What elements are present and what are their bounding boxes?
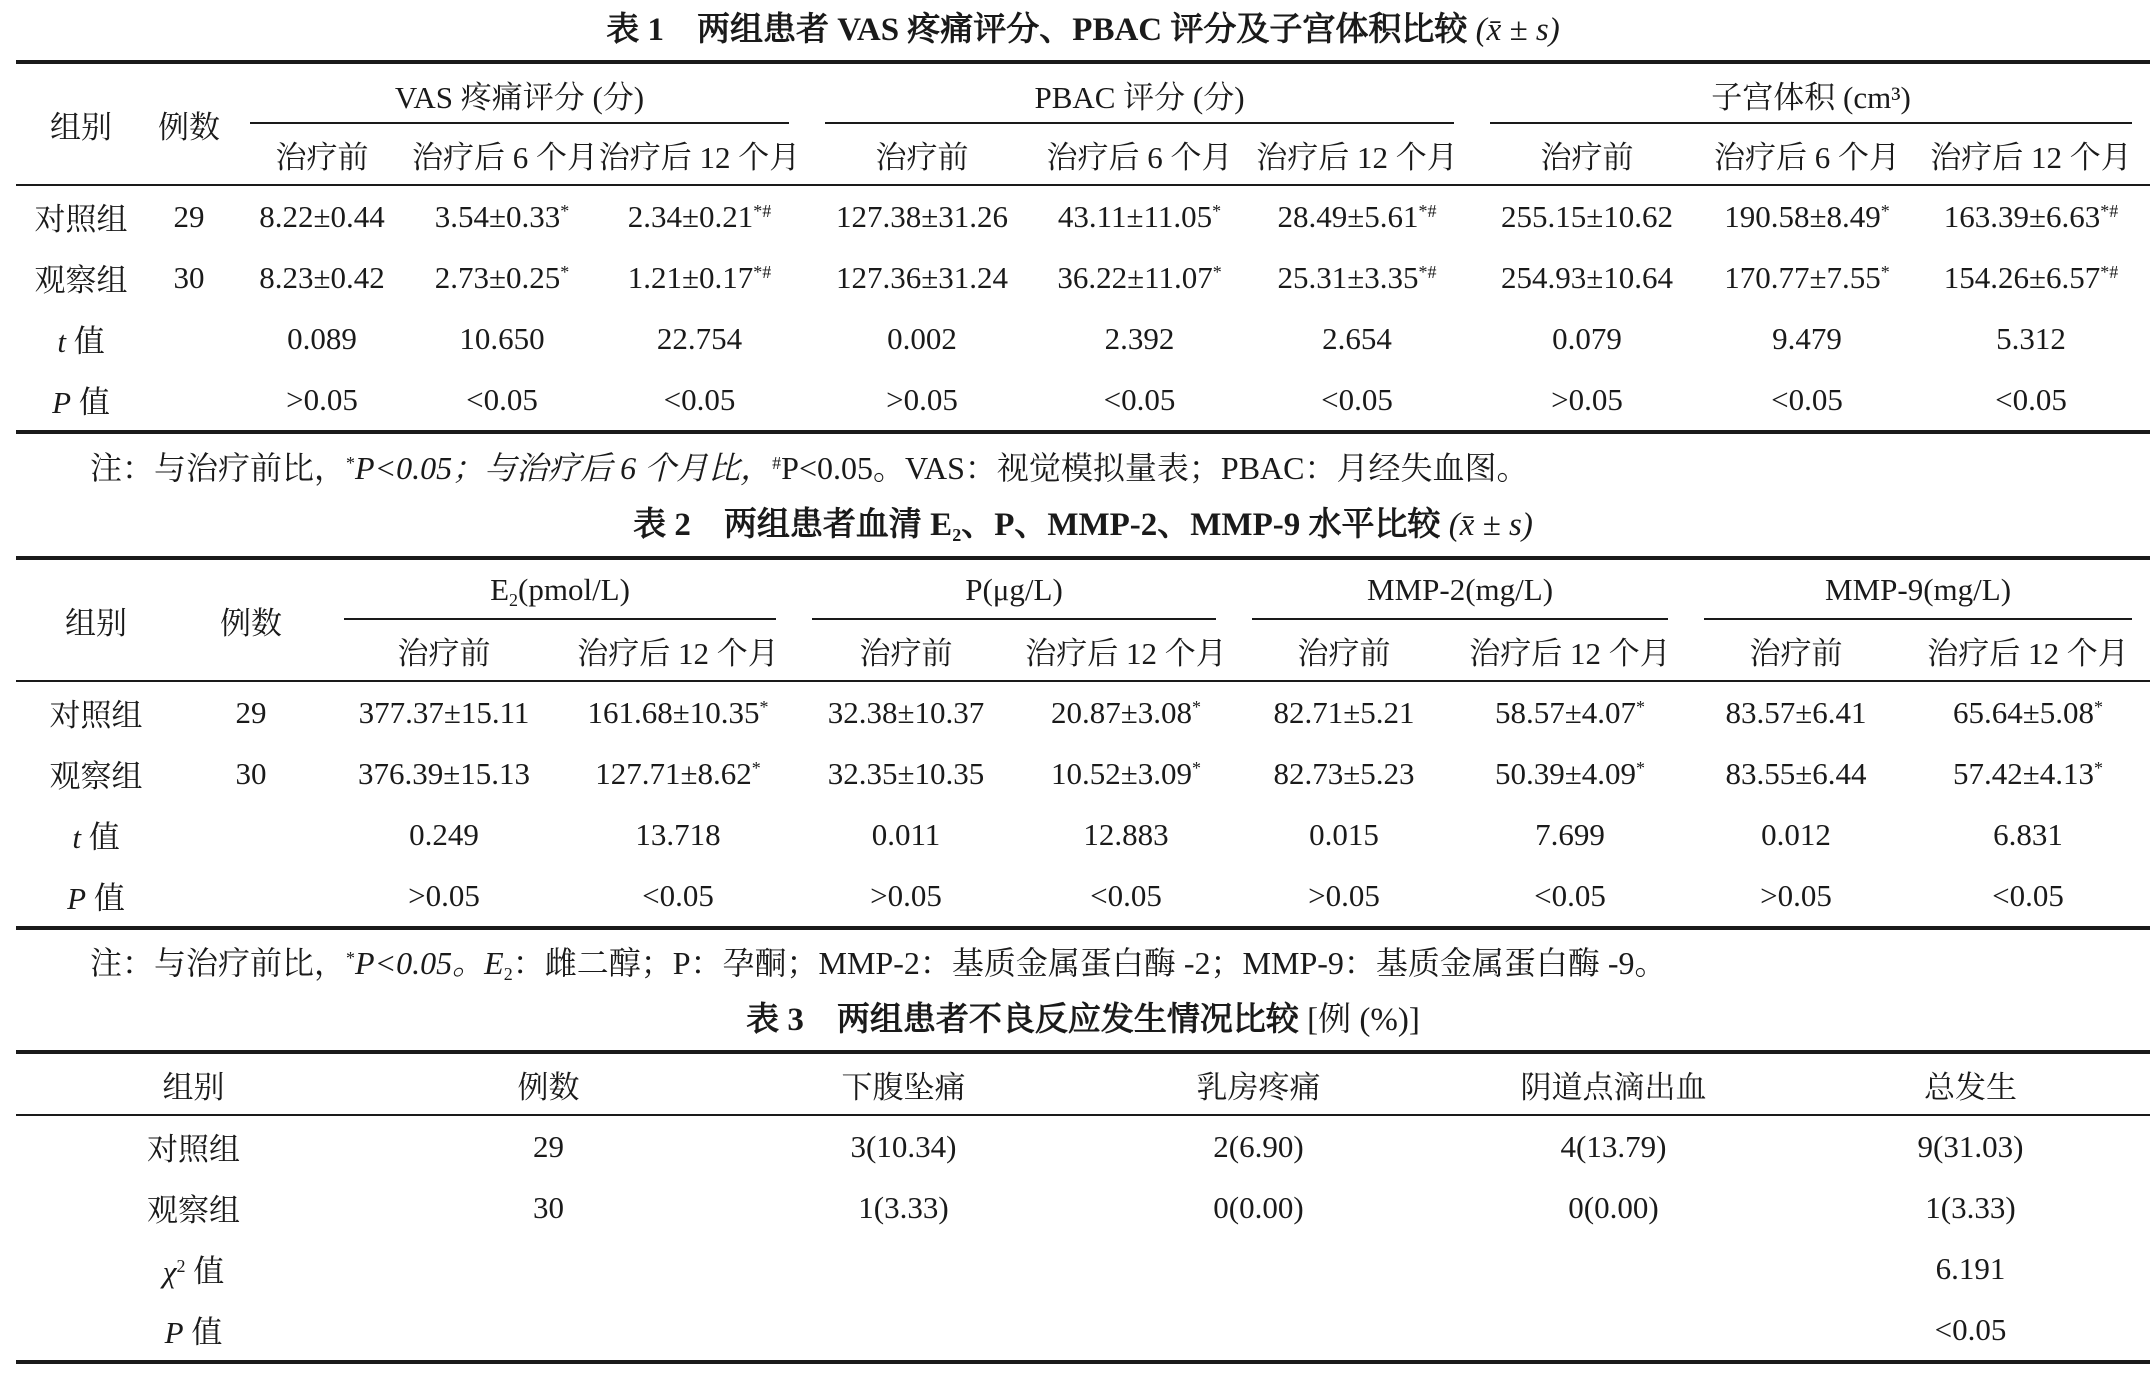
table1-caption-suffix: (x̄ ± s) bbox=[1475, 12, 1560, 48]
table-row-t bbox=[16, 804, 2150, 865]
t3-cell: 0(0.00) bbox=[1213, 1189, 1304, 1225]
t2-p-value: >0.05 bbox=[1234, 865, 1454, 928]
t2-header-mmp9: MMP-9(mg/L) bbox=[1686, 558, 2150, 620]
t2-p-value: >0.05 bbox=[794, 865, 1018, 928]
t2-t-value: 0.249 bbox=[409, 816, 479, 852]
t1-cell: 254.93±10.64 bbox=[1501, 259, 1674, 295]
t3-cell: 1(3.33) bbox=[1925, 1189, 2016, 1225]
t2-row-label: 观察组 bbox=[49, 759, 143, 794]
t2-row-n: 30 bbox=[235, 755, 267, 791]
t1-cell: 36.22±11.07* bbox=[1057, 259, 1222, 295]
t2-cell: 57.42±4.13* bbox=[1953, 755, 2104, 791]
t1-cell: 127.38±31.26 bbox=[836, 198, 1009, 234]
t2-subheader: 治疗后 12 个月 bbox=[1906, 620, 2150, 681]
table-row-p bbox=[16, 1299, 2150, 1362]
t2-subheader: 治疗前 bbox=[1686, 620, 1906, 681]
t2-cell: 376.39±15.13 bbox=[357, 755, 530, 791]
t1-t-value: 0.079 bbox=[1552, 320, 1622, 356]
t1-row-n: 29 bbox=[173, 198, 205, 234]
t1-cell: 170.77±7.55* bbox=[1724, 259, 1890, 295]
t3-header: 总发生 bbox=[1791, 1052, 2150, 1115]
table1-caption bbox=[16, 10, 2150, 50]
t2-cell: 20.87±3.08* bbox=[1051, 694, 1202, 730]
t2-subheader: 治疗前 bbox=[326, 620, 562, 681]
t1-t-value: 0.089 bbox=[287, 320, 357, 356]
t1-cell: 154.26±6.57*# bbox=[1943, 259, 2119, 295]
table2 bbox=[16, 556, 2150, 930]
t1-p-value: <0.05 bbox=[592, 369, 807, 432]
t2-t-value: 7.699 bbox=[1535, 816, 1605, 852]
table-row bbox=[16, 1115, 2150, 1177]
t2-cell: 83.57±6.41 bbox=[1725, 694, 1867, 730]
t3-p-label: P 值 bbox=[16, 1299, 371, 1362]
table-row-t bbox=[16, 308, 2150, 369]
t2-cell: 10.52±3.09* bbox=[1051, 755, 1202, 791]
t2-row-n: 29 bbox=[235, 694, 267, 730]
t1-p-value: >0.05 bbox=[1472, 369, 1702, 432]
t1-cell: 190.58±8.49* bbox=[1724, 198, 1890, 234]
t1-cell: 255.15±10.62 bbox=[1501, 198, 1674, 234]
table-row bbox=[16, 247, 2150, 308]
t2-t-value: 12.883 bbox=[1083, 816, 1169, 852]
t1-t-value: 0.002 bbox=[887, 320, 957, 356]
t3-p-value: <0.05 bbox=[1791, 1299, 2150, 1362]
t3-cell: 30 bbox=[533, 1189, 564, 1225]
t2-p-value: >0.05 bbox=[326, 865, 562, 928]
t1-subheader: 治疗后 12 个月 bbox=[1912, 124, 2150, 185]
t3-chi-value: 6.191 bbox=[1935, 1250, 2006, 1286]
t1-p-value: <0.05 bbox=[1037, 369, 1242, 432]
t2-header-p: P(μg/L) bbox=[794, 558, 1234, 620]
t3-cell: 3(10.34) bbox=[850, 1128, 957, 1164]
t2-cell: 127.71±8.62* bbox=[595, 755, 761, 791]
t3-cell: 对照组 bbox=[147, 1132, 240, 1167]
table-row bbox=[16, 1177, 2150, 1238]
t2-cell: 377.37±15.11 bbox=[358, 694, 530, 730]
t2-p-label: P 值 bbox=[16, 865, 176, 928]
t1-p-value: <0.05 bbox=[412, 369, 592, 432]
t2-subheader: 治疗前 bbox=[794, 620, 1018, 681]
t2-t-value: 0.012 bbox=[1761, 816, 1831, 852]
t2-p-value: <0.05 bbox=[1454, 865, 1686, 928]
t1-cell: 163.39±6.63*# bbox=[1943, 198, 2119, 234]
t2-t-value: 13.718 bbox=[635, 816, 721, 852]
t2-subheader: 治疗后 12 个月 bbox=[1454, 620, 1686, 681]
t1-p-label: P 值 bbox=[16, 369, 146, 432]
t2-cell: 58.57±4.07* bbox=[1495, 694, 1646, 730]
t1-t-value: 5.312 bbox=[1996, 320, 2066, 356]
t3-cell: 4(13.79) bbox=[1560, 1128, 1667, 1164]
t1-header-volume: 子宫体积 (cm³) bbox=[1472, 62, 2150, 124]
t1-p-value: >0.05 bbox=[807, 369, 1037, 432]
t1-header-count: 例数 bbox=[146, 62, 232, 185]
table2-caption: 表 2 两组患者血清 $E_2$、P、MMP-2、MMP-9 水平比较 (x̄ ± s) bbox=[633, 507, 1533, 545]
table1 bbox=[16, 60, 2150, 434]
t1-header-group: 组别 bbox=[16, 62, 146, 185]
t2-cell: 82.71±5.21 bbox=[1273, 694, 1415, 730]
t1-header-vas: VAS 疼痛评分 (分) bbox=[232, 62, 807, 124]
t2-header-e2: $E_2(pmol/L)$ bbox=[326, 558, 794, 620]
t1-subheader: 治疗前 bbox=[232, 124, 412, 185]
table-row-p bbox=[16, 369, 2150, 432]
t2-row-label: 对照组 bbox=[49, 698, 143, 733]
t2-subheader: 治疗后 12 个月 bbox=[562, 620, 794, 681]
t3-cell: 0(0.00) bbox=[1568, 1189, 1659, 1225]
t1-subheader: 治疗前 bbox=[1472, 124, 1702, 185]
t2-p-value: <0.05 bbox=[1906, 865, 2150, 928]
t1-cell: 8.22±0.44 bbox=[259, 198, 385, 234]
t3-header: 下腹坠痛 bbox=[726, 1052, 1081, 1115]
t3-header: 阴道点滴出血 bbox=[1436, 1052, 1791, 1115]
t2-p-value: <0.05 bbox=[1018, 865, 1234, 928]
t1-t-value: 10.650 bbox=[459, 320, 545, 356]
t1-t-value: 22.754 bbox=[656, 320, 743, 356]
t1-subheader: 治疗后 6 个月 bbox=[412, 124, 592, 185]
t3-cell: 29 bbox=[533, 1128, 564, 1164]
t1-subheader: 治疗前 bbox=[807, 124, 1037, 185]
t3-cell: 1(3.33) bbox=[858, 1189, 949, 1225]
t3-cell: 2(6.90) bbox=[1213, 1128, 1304, 1164]
t2-t-value: 0.015 bbox=[1309, 816, 1379, 852]
t1-t-value: 2.654 bbox=[1322, 320, 1392, 356]
t1-p-value: <0.05 bbox=[1242, 369, 1472, 432]
t1-cell: 8.23±0.42 bbox=[259, 259, 385, 295]
t2-cell: 83.55±6.44 bbox=[1725, 755, 1867, 791]
t1-cell: 127.36±31.24 bbox=[836, 259, 1009, 295]
t2-p-value: <0.05 bbox=[562, 865, 794, 928]
table-row bbox=[16, 681, 2150, 743]
t3-header: 乳房疼痛 bbox=[1081, 1052, 1436, 1115]
t1-cell: 2.34±0.21*# bbox=[627, 198, 772, 234]
t2-subheader: 治疗前 bbox=[1234, 620, 1454, 681]
t3-chi-label: $\chi^2$ 值 bbox=[162, 1254, 225, 1289]
t1-t-label: t 值 bbox=[57, 324, 105, 359]
t1-subheader: 治疗后 6 个月 bbox=[1702, 124, 1912, 185]
t1-p-value: <0.05 bbox=[1912, 369, 2150, 432]
t1-row-label: 观察组 bbox=[34, 263, 128, 298]
t1-p-value: <0.05 bbox=[1702, 369, 1912, 432]
table3-caption: 表 3 两组患者不良反应发生情况比较 [例 (%)] bbox=[746, 1002, 1420, 1038]
table-row bbox=[16, 185, 2150, 247]
table3 bbox=[16, 1050, 2150, 1364]
t2-cell: 32.35±10.35 bbox=[827, 755, 985, 791]
t2-header-count: 例数 bbox=[176, 558, 326, 681]
t2-t-value: 6.831 bbox=[1993, 816, 2063, 852]
t1-t-value: 2.392 bbox=[1104, 320, 1175, 356]
t1-row-n: 30 bbox=[173, 259, 205, 295]
t2-cell: 82.73±5.23 bbox=[1273, 755, 1415, 791]
t2-subheader: 治疗后 12 个月 bbox=[1018, 620, 1234, 681]
t1-cell: 1.21±0.17*# bbox=[627, 259, 772, 295]
table-row-p bbox=[16, 865, 2150, 928]
table2-note: 注：与治疗前比，*P<0.05。$E_2$：雌二醇；P：孕酮；MMP-2：基质金属蛋白酶 -2；MMP-9：基质金属蛋白酶 -9。 bbox=[90, 945, 1667, 984]
t2-cell: 32.38±10.37 bbox=[827, 694, 985, 730]
t2-cell: 50.39±4.09* bbox=[1495, 755, 1646, 791]
t2-p-value: >0.05 bbox=[1686, 865, 1906, 928]
t3-header: 例数 bbox=[371, 1052, 726, 1115]
t3-cell: 9(31.03) bbox=[1917, 1128, 2024, 1164]
t1-cell: 3.54±0.33* bbox=[434, 198, 570, 234]
t2-header-group: 组别 bbox=[16, 558, 176, 681]
t1-row-label: 对照组 bbox=[34, 202, 128, 237]
t2-t-label: t 值 bbox=[72, 820, 120, 855]
table1-caption-title: 表 1 两组患者 VAS 疼痛评分、PBAC 评分及子宫体积比较 bbox=[606, 12, 1468, 48]
t1-p-value: >0.05 bbox=[232, 369, 412, 432]
t1-subheader: 治疗后 12 个月 bbox=[1242, 124, 1472, 185]
t1-subheader: 治疗后 6 个月 bbox=[1037, 124, 1242, 185]
t3-cell: 观察组 bbox=[147, 1193, 240, 1228]
t1-cell: 25.31±3.35*# bbox=[1277, 259, 1437, 295]
table-row-chi bbox=[16, 1238, 2150, 1299]
t3-header: 组别 bbox=[16, 1052, 371, 1115]
t1-cell: 2.73±0.25* bbox=[434, 259, 570, 295]
t1-subheader: 治疗后 12 个月 bbox=[592, 124, 807, 185]
t1-t-value: 9.479 bbox=[1772, 320, 1842, 356]
t1-cell: 28.49±5.61*# bbox=[1277, 198, 1437, 234]
t2-cell: 65.64±5.08* bbox=[1953, 694, 2104, 730]
t1-header-pbac: PBAC 评分 (分) bbox=[807, 62, 1472, 124]
table-row bbox=[16, 743, 2150, 804]
table1-note: 注：与治疗前比，*P<0.05；与治疗后 6 个月比，#P<0.05。VAS：视觉模拟量表；PBAC：月经失血图。 bbox=[90, 450, 1529, 486]
t2-cell: 161.68±10.35* bbox=[587, 694, 769, 730]
t2-header-mmp2: MMP-2(mg/L) bbox=[1234, 558, 1686, 620]
t2-t-value: 0.011 bbox=[871, 816, 941, 852]
t1-cell: 43.11±11.05* bbox=[1057, 198, 1222, 234]
